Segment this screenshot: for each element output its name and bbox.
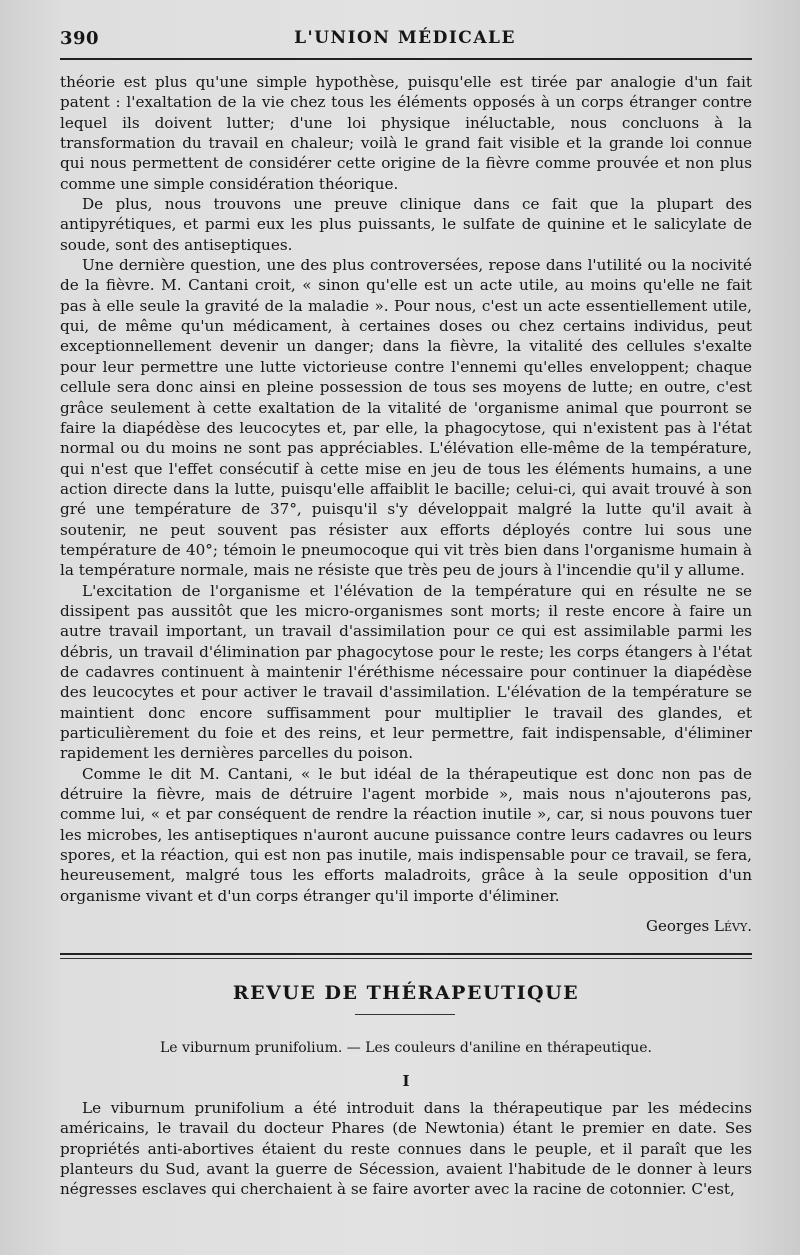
- section-divider-bottom: [60, 958, 752, 959]
- article-paragraph: théorie est plus qu'une simple hypothèse, puisqu'elle est tirée par analogie d'un fait patent : l'exaltation de la vie chez tous les éléments opposés à un corps étranger contre lequel ils doivent lutter; d'une loi physique inéluctable, nous concluons à la transformation du travail en chaleur; voilà le grand fait visible et la grande loi connue qui nous permettent de considérer cette origine de la fièvre comme prouvée et non plus comme une simple considération théorique.: [60, 73, 752, 193]
- author-signature: [60, 917, 752, 935]
- title-underline: [355, 1014, 455, 1015]
- signature-surname: Lévy.: [714, 917, 752, 935]
- section-numeral: I: [402, 1072, 410, 1090]
- running-title: L'UNION MÉDICALE: [294, 28, 516, 48]
- page-number: 390: [60, 28, 100, 49]
- article-paragraph: Comme le dit M. Cantani, « le but idéal de la thérapeutique est donc non pas de détruire la fièvre, mais de détruire l'agent morbide », mais nous n'ajouterons pas, comme lui, « et par conséquent de rendre la réaction inutile », car, si nous pouvons tuer les microbes, les antiseptiques n'auront aucune puissance contre leurs cadavres ou leurs spores, et la réaction, qui est non pas inutile, mais indispensable pour ce travail, se fera, heureusement, malgré tous les efforts maladroits, grâce à la seule opposition d'un organisme vivant et d'un corps étranger qu'il importe d'éliminer.: [60, 764, 752, 905]
- article-paragraph: L'excitation de l'organisme et l'élévation de la température qui en résulte ne se dissipent pas aussitôt que les micro-organismes sont morts; il reste encore à faire un autre travail important, un travail d'assimilation pour ce qui est assimilable parmi les débris, un travail d'élimination par phagocytose pour le reste; les corps étangers à l'état de cadavres continuent à maintenir l'éréthisme nécessaire pour continuer la diapédèse des leucocytes et pour activer le travail d'assimilation. L'élévation de la température se maintient donc encore suffisamment pour multiplier le travail des glandes, et particulièrement du foie et des reins, et leur permettre, fait indispensable, d'éliminer rapidement les dernières parcelles du poison.: [60, 581, 752, 763]
- signature-first-name: Georges: [646, 917, 715, 935]
- section-body: [60, 1098, 752, 1199]
- section-divider-top: [60, 953, 752, 955]
- article-paragraph: Une dernière question, une des plus controversées, repose dans l'utilité ou la nocivité de la fièvre. M. Cantani croit, « sinon qu'elle est un acte utile, au moins qu'elle ne fait pas à elle seule la gravité de la maladie ». Pour nous, c'est un acte essentiellement utile, qui, de même qu'un médicament, à certaines doses ou chez certains individus, peut exceptionnellement devenir un danger; dans la fièvre, la vitalité des cellules s'exalte pour leur permettre une lutte victorieuse contre l'ennemi qu'elles enveloppent; chaque cellule sera donc ainsi en pleine possession de tous ses moyens de lutte; en outre, c'est grâce seulement à cette exaltation de la vitalité de 'organisme animal que pourront se faire la diapédèse des leucocytes et, par elle, la phagocytose, qui n'existent pas à l'état normal ou du moins ne sont pas appréciables. L'élévation elle-même de la température, qui n'est que l'effet consécutif à cette mise en jeu de tous les éléments humains, a une action directe dans la lutte, puisqu'elle affaiblit le bacille; celui-ci, qui avait trouvé à son gré une température de 37°, puisqu'il s'y développait malgré la lutte qu'il avait à soutenir, ne peut souvent pas résister aux efforts déployés contre lui sous une température de 40°; témoin le pneumocoque qui vit très bien dans l'organisme humain à la température normale, mais ne résiste que très peu de jours à l'incendie qu'il y allume.: [60, 256, 752, 580]
- article-body: [60, 72, 752, 906]
- header-rule: [60, 58, 752, 60]
- section-title: REVUE DE THÉRAPEUTIQUE: [232, 982, 580, 1004]
- article-paragraph: De plus, nous trouvons une preuve clinique dans ce fait que la plupart des antipyrétiques, et parmi eux les plus puissants, le sulfate de quinine et le salicylate de soude, sont des antiseptiques.: [60, 195, 752, 254]
- page-header: [60, 28, 750, 52]
- section-subtitle: Le viburnum prunifolium. — Les couleurs d'aniline en thérapeutique.: [160, 1040, 652, 1056]
- section-paragraph: Le viburnum prunifolium a été introduit dans la thérapeutique par les médecins américains, le travail du docteur Phares (de Newtonia) étant le premier en date. Ses propriétés anti-abortives étaient du reste connues dans le peuple, et il paraît que les planteurs du Sud, avant la guerre de Sécession, avaient l'habitude de le donner à leurs négresses esclaves qui cherchaient à se faire avorter avec la racine de cotonnier. C'est,: [60, 1099, 752, 1199]
